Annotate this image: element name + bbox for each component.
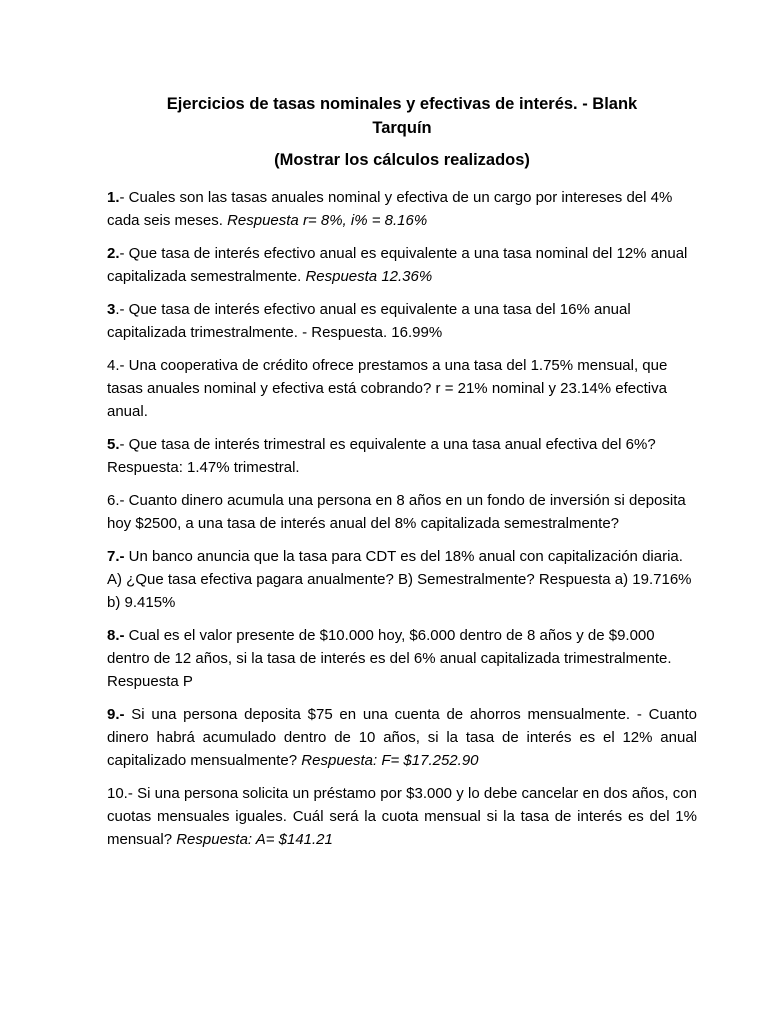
exercise-text: 6.- Cuanto dinero acumula una persona en 8 años en un fondo de inversión si deposita hoy $2500, a una tasa de interés anual del 8% capitalizada semestralmente? [107, 492, 686, 532]
exercise-answer: Respuesta r= 8%, i% = 8.16% [227, 212, 428, 229]
exercise-number: 5. [107, 436, 120, 453]
exercise-2 [107, 242, 697, 288]
exercise-1 [107, 186, 697, 232]
exercise-number: 8.- [107, 627, 125, 644]
exercise-9 [107, 703, 697, 772]
document-title-line2: Tarquín [372, 119, 432, 137]
exercise-text: - Cuales son las tasas anuales nominal y efectiva de un cargo por intereses del 4% cada seis meses. [107, 189, 673, 229]
exercise-answer: Respuesta: A= $141.21 [176, 831, 333, 848]
exercise-3 [107, 298, 697, 344]
exercise-number: 1. [107, 189, 120, 206]
exercise-text: Un banco anuncia que la tasa para CDT es del 18% anual con capitalización diaria. A) ¿Que tasa efectiva pagara anualmente? B) Semestralmente? Respuesta a) 19.716% b) 9.415% [107, 548, 692, 611]
exercise-answer: Respuesta: F= $17.252.90 [301, 752, 479, 769]
exercise-number: 2. [107, 245, 120, 262]
exercise-answer: Respuesta 12.36% [305, 268, 433, 285]
exercise-text: .- Que tasa de interés efectivo anual es equivalente a una tasa del 16% anual capitalizada trimestralmente. - Respuesta. 16.99% [107, 301, 631, 341]
exercise-text: - Que tasa de interés efectivo anual es equivalente a una tasa nominal del 12% anual capitalizada semestralmente. [107, 245, 688, 285]
exercise-text: 10.- Si una persona solicita un préstamo por $3.000 y lo debe cancelar en dos años, con cuotas mensuales iguales. Cuál será la cuota mensual si la tasa de interés es del 1% mensual? [107, 785, 697, 848]
exercise-8 [107, 624, 697, 693]
exercise-6 [107, 489, 697, 535]
exercise-7 [107, 545, 697, 614]
document-page [107, 90, 697, 851]
exercise-4 [107, 354, 697, 423]
exercise-10 [107, 782, 697, 851]
exercise-text: Cual es el valor presente de $10.000 hoy, $6.000 dentro de 8 años y de $9.000 dentro de 12 años, si la tasa de interés es del 6% anual capitalizada trimestralmente. Respuesta P [107, 627, 672, 690]
exercise-number: 9.- [107, 706, 125, 723]
exercise-number: 7.- [107, 548, 125, 565]
exercise-5 [107, 433, 697, 479]
exercise-text: - Que tasa de interés trimestral es equivalente a una tasa anual efectiva del 6%? Respuesta: 1.47% trimestral. [107, 436, 656, 476]
exercise-number: 3 [107, 301, 116, 318]
exercise-text: 4.- Una cooperativa de crédito ofrece prestamos a una tasa del 1.75% mensual, que tasas anuales nominal y efectiva está cobrando? r = 21% nominal y 23.14% efectiva anual. [107, 357, 668, 420]
exercise-text: Si una persona deposita $75 en una cuenta de ahorros mensualmente. - Cuanto dinero habrá acumulado dentro de 10 años, si la tasa de interés es el 12% anual capitalizado mensualmente? [107, 706, 697, 769]
exercise-list [107, 186, 697, 851]
document-subtitle: (Mostrar los cálculos realizados) [274, 151, 530, 169]
document-title-line1: Ejercicios de tasas nominales y efectivas de interés. - Blank [166, 95, 638, 113]
